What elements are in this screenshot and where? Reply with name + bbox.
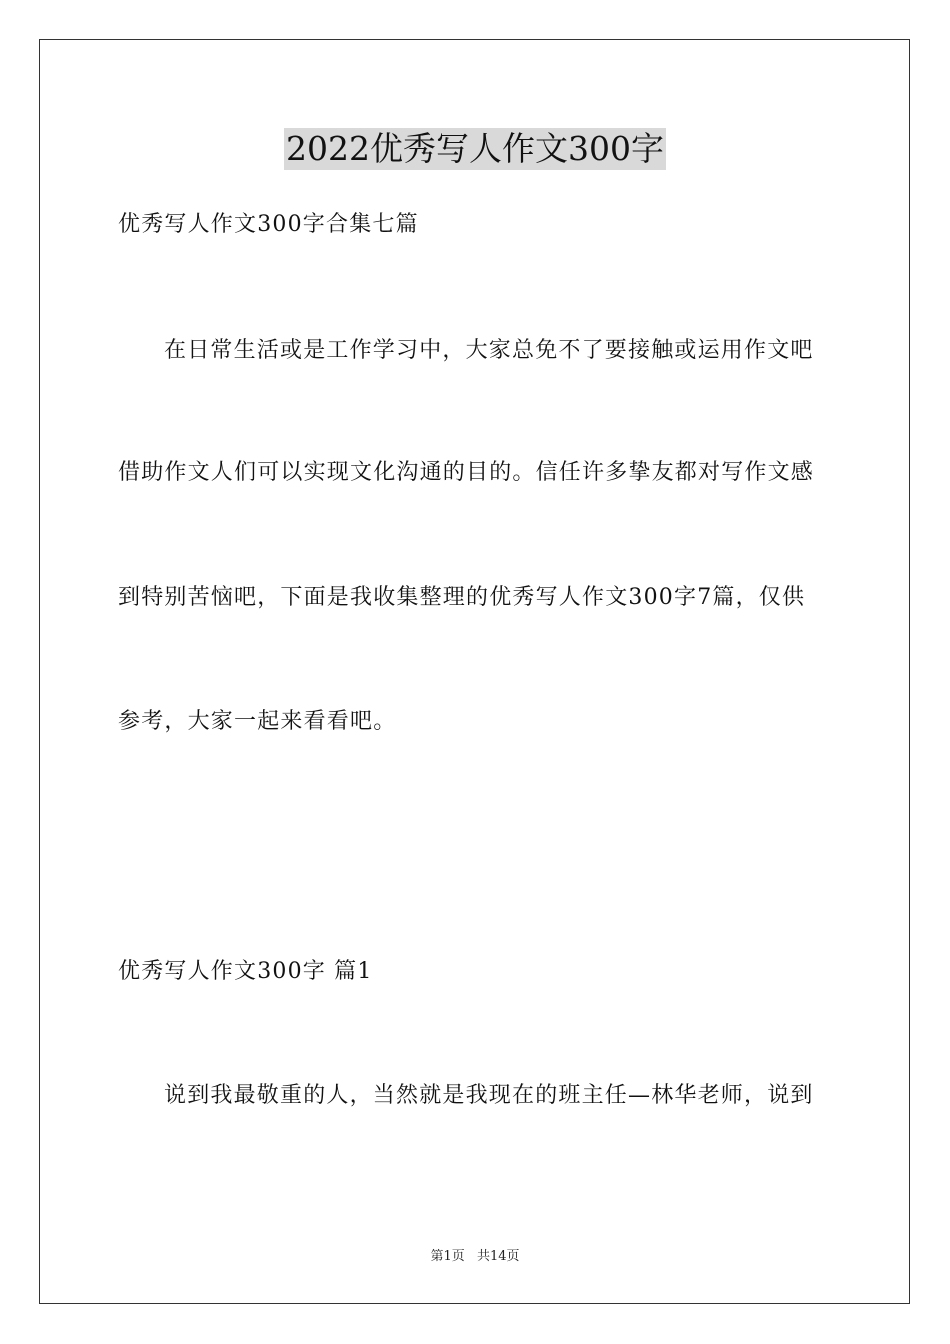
section-first-line: 说到我最敬重的人，当然就是我现在的班主任—林华老师，说到 [164,1083,814,1108]
page-current: 第1页 [430,1249,465,1264]
document-title: 2022优秀写人作文300字 [286,129,664,168]
intro-line-2: 借助作文人们可以实现文化沟通的目的。信任许多挚友都对写作文感 [118,460,815,485]
section-heading: 优秀写人作文300字 篇1 [118,959,373,984]
page-footer [0,1248,950,1266]
title-container [0,128,950,170]
document-subtitle: 优秀写人作文300字合集七篇 [118,212,419,237]
intro-line-1: 在日常生活或是工作学习中，大家总免不了要接触或运用作文吧 [164,338,814,363]
intro-line-4: 参考，大家一起来看看吧。 [118,709,397,734]
intro-line-3: 到特别苦恼吧，下面是我收集整理的优秀写人作文300字7篇，仅供 [118,585,806,610]
page-total: 共14页 [476,1249,520,1264]
